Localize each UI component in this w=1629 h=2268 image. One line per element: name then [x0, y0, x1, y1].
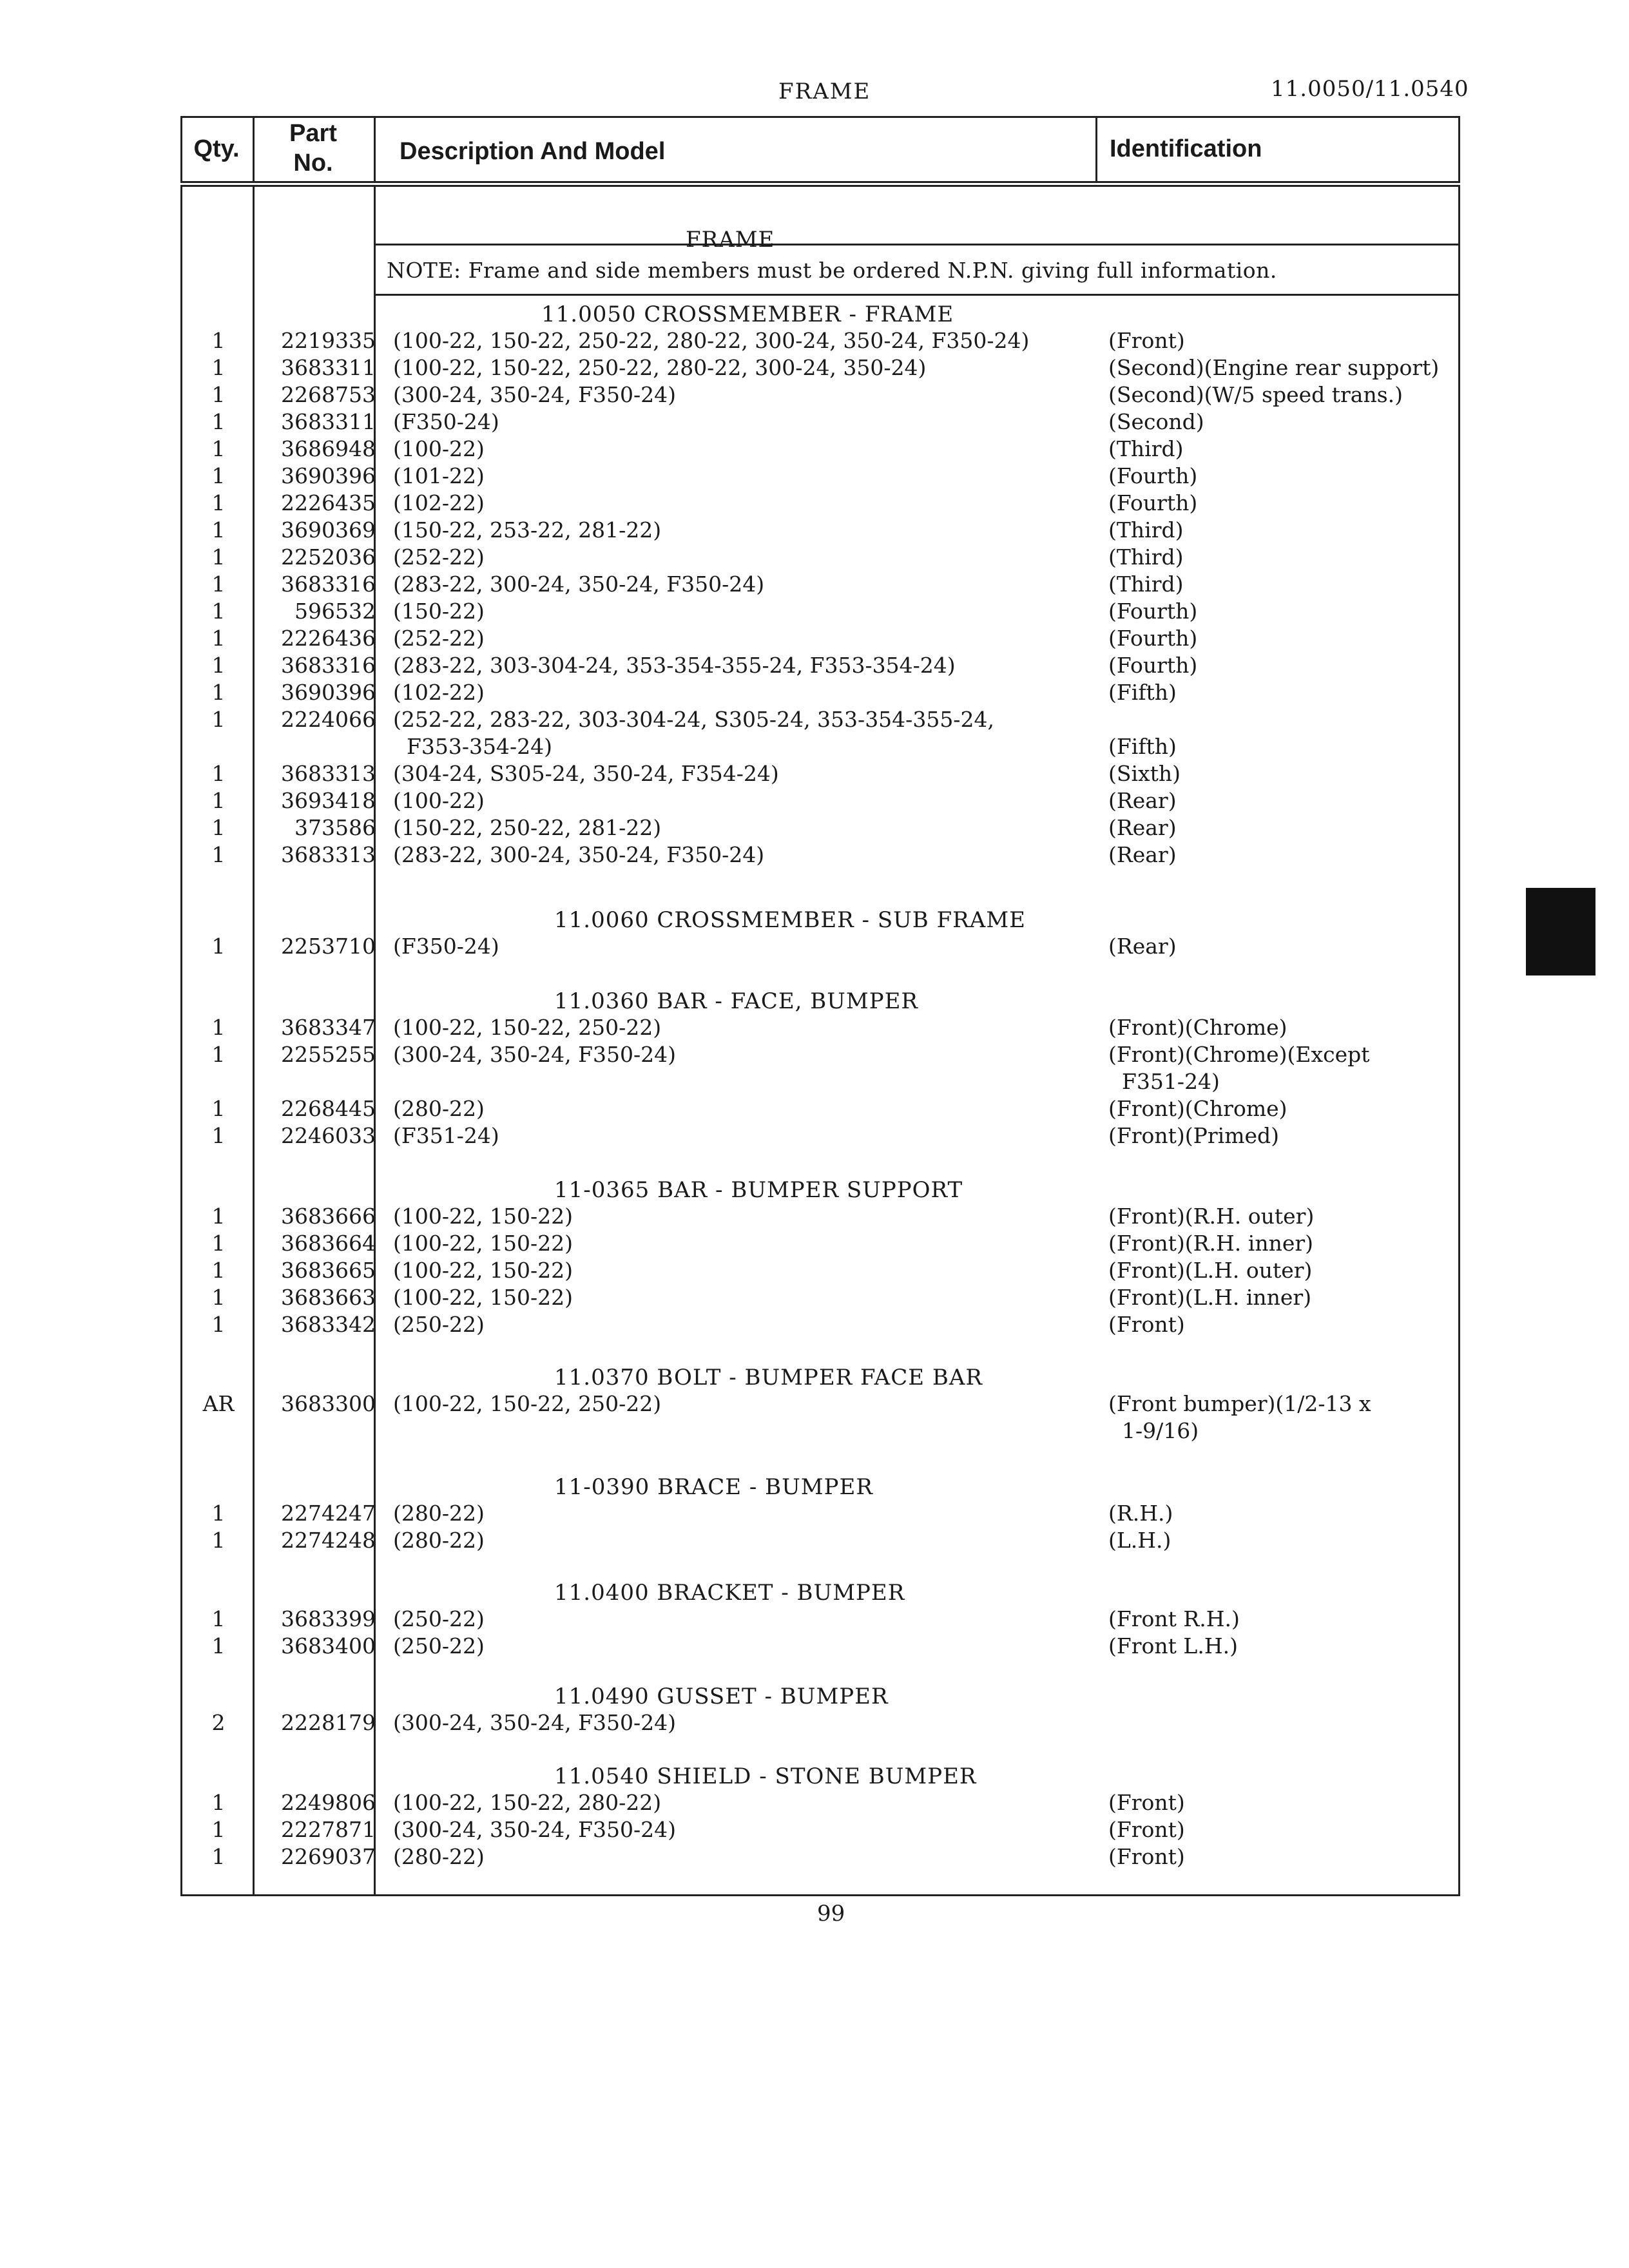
- column-header-part-line2: No.: [293, 149, 333, 177]
- description-cell: (300-24, 350-24, F350-24): [393, 1042, 676, 1067]
- qty-cell: 1: [211, 1204, 226, 1229]
- identification-cell: (Front)(R.H. outer): [1108, 1204, 1315, 1229]
- qty-cell: 1: [211, 328, 226, 353]
- qty-cell: 1: [211, 599, 226, 624]
- identification-cell: (Front): [1108, 1844, 1185, 1869]
- qty-cell: 1: [211, 1231, 226, 1256]
- section-thumb-tab: [1526, 888, 1595, 975]
- qty-cell: 1: [211, 1258, 226, 1283]
- part-number-cell: 2252036: [281, 544, 376, 570]
- table-row: [180, 571, 1460, 598]
- qty-cell: 1: [211, 409, 226, 434]
- part-number-cell: 373586: [294, 815, 376, 840]
- identification-cell: (Rear): [1108, 842, 1177, 867]
- identification-cell: (Front)(Chrome): [1108, 1015, 1287, 1040]
- qty-cell: 1: [211, 355, 226, 380]
- description-cell: (250-22): [393, 1312, 485, 1337]
- table-row: [180, 1418, 1460, 1445]
- qty-cell: 1: [211, 1817, 226, 1842]
- qty-cell: 1: [211, 436, 226, 461]
- description-cell: (280-22): [393, 1096, 485, 1121]
- description-cell: (300-24, 350-24, F350-24): [393, 1710, 676, 1735]
- qty-cell: AR: [202, 1391, 235, 1416]
- header-underline: [180, 185, 1460, 187]
- qty-cell: 1: [211, 1285, 226, 1310]
- part-number-cell: 3683347: [281, 1015, 376, 1040]
- table-row: [180, 1843, 1460, 1870]
- page-number: 99: [817, 1901, 845, 1927]
- table-row: [180, 1230, 1460, 1257]
- description-cell: F353-354-24): [393, 734, 553, 759]
- col-divider: [1095, 116, 1097, 183]
- part-number-cell: 2219335: [281, 328, 376, 353]
- table-row: [180, 1257, 1460, 1284]
- parts-table: [180, 116, 1460, 1896]
- description-cell: (F350-24): [393, 934, 499, 959]
- identification-cell: (Front): [1108, 1790, 1185, 1815]
- qty-cell: 1: [211, 761, 226, 786]
- part-number-cell: 2227871: [281, 1817, 376, 1842]
- description-cell: (283-22, 303-304-24, 353-354-355-24, F353-354-24): [393, 653, 956, 678]
- description-cell: (300-24, 350-24, F350-24): [393, 1817, 676, 1842]
- description-cell: (F350-24): [393, 409, 499, 434]
- identification-cell: (L.H.): [1108, 1528, 1171, 1553]
- section-title: 11-0365 BAR - BUMPER SUPPORT: [554, 1177, 963, 1203]
- identification-cell: (Front): [1108, 1817, 1185, 1842]
- frame-heading-rule: [374, 244, 1460, 245]
- table-row: [180, 490, 1460, 517]
- section-title: 11.0490 GUSSET - BUMPER: [554, 1684, 889, 1709]
- section-title: 11.0060 CROSSMEMBER - SUB FRAME: [554, 907, 1026, 933]
- qty-cell: 1: [211, 1528, 226, 1553]
- identification-cell: (Third): [1108, 572, 1184, 597]
- column-header-part-line1: Part: [289, 120, 337, 147]
- description-cell: (252-22, 283-22, 303-304-24, S305-24, 353-354-355-24,: [393, 707, 994, 732]
- table-row: [180, 544, 1460, 571]
- column-header-identification: Identification: [1110, 135, 1262, 162]
- table-row: [180, 1014, 1460, 1041]
- identification-cell: (Third): [1108, 436, 1184, 461]
- qty-cell: 1: [211, 653, 226, 678]
- part-number-cell: 3683666: [281, 1204, 376, 1229]
- part-number-cell: 3690396: [281, 680, 376, 705]
- table-row: [180, 1709, 1460, 1736]
- identification-cell: (Fifth): [1108, 734, 1177, 759]
- description-cell: (100-22, 150-22, 250-22, 280-22, 300-24, 350-24): [393, 355, 927, 380]
- qty-cell: 1: [211, 680, 226, 705]
- table-row: [180, 1390, 1460, 1418]
- qty-cell: 1: [211, 934, 226, 959]
- part-number-cell: 3683316: [281, 572, 376, 597]
- table-row: [180, 517, 1460, 544]
- page-header-reference: 11.0050/11.0540: [1271, 76, 1469, 102]
- identification-cell: (Rear): [1108, 788, 1177, 813]
- description-cell: (250-22): [393, 1606, 485, 1631]
- description-cell: (283-22, 300-24, 350-24, F350-24): [393, 842, 765, 867]
- qty-cell: 1: [211, 626, 226, 651]
- identification-cell: (Second): [1108, 409, 1204, 434]
- part-number-cell: 2249806: [281, 1790, 376, 1815]
- qty-cell: 1: [211, 1844, 226, 1869]
- identification-cell: (Rear): [1108, 934, 1177, 959]
- identification-cell: (Front)(Chrome): [1108, 1096, 1287, 1121]
- identification-cell: (Sixth): [1108, 761, 1181, 786]
- identification-cell: (Rear): [1108, 815, 1177, 840]
- qty-cell: 1: [211, 1042, 226, 1067]
- part-number-cell: 2268445: [281, 1096, 376, 1121]
- part-number-cell: 3683311: [281, 409, 376, 434]
- table-row: [180, 1500, 1460, 1527]
- identification-cell: 1-9/16): [1108, 1418, 1199, 1443]
- qty-cell: 1: [211, 544, 226, 570]
- identification-cell: (Second)(Engine rear support): [1108, 355, 1440, 380]
- table-row: [180, 1816, 1460, 1843]
- table-row: [180, 1284, 1460, 1311]
- description-cell: (280-22): [393, 1528, 485, 1553]
- part-number-cell: 3683399: [281, 1606, 376, 1631]
- column-header-description: Description And Model: [400, 138, 666, 165]
- table-row: [180, 1068, 1460, 1095]
- identification-cell: (Front): [1108, 328, 1185, 353]
- table-row: [180, 760, 1460, 787]
- description-cell: (102-22): [393, 680, 485, 705]
- part-number-cell: 2246033: [281, 1123, 376, 1148]
- qty-cell: 1: [211, 707, 226, 732]
- identification-cell: (Front)(L.H. inner): [1108, 1285, 1312, 1310]
- description-cell: (283-22, 300-24, 350-24, F350-24): [393, 572, 765, 597]
- section-title: 11.0370 BOLT - BUMPER FACE BAR: [554, 1365, 983, 1390]
- qty-cell: 1: [211, 1312, 226, 1337]
- identification-cell: (Front): [1108, 1312, 1185, 1337]
- part-number-cell: 2253710: [281, 934, 376, 959]
- table-row: [180, 1203, 1460, 1230]
- note-rule: [374, 294, 1460, 296]
- description-cell: (101-22): [393, 463, 485, 488]
- description-cell: (100-22): [393, 436, 485, 461]
- qty-cell: 1: [211, 815, 226, 840]
- col-divider: [374, 116, 376, 183]
- description-cell: (100-22, 150-22): [393, 1204, 573, 1229]
- part-number-cell: 2255255: [281, 1042, 376, 1067]
- description-cell: (252-22): [393, 544, 485, 570]
- description-cell: (100-22, 150-22): [393, 1258, 573, 1283]
- table-row: [180, 679, 1460, 706]
- qty-cell: 1: [211, 490, 226, 515]
- description-cell: (100-22, 150-22): [393, 1231, 573, 1256]
- description-cell: (304-24, S305-24, 350-24, F354-24): [393, 761, 779, 786]
- identification-cell: (Front)(L.H. outer): [1108, 1258, 1313, 1283]
- identification-cell: (Third): [1108, 517, 1184, 543]
- qty-cell: 1: [211, 842, 226, 867]
- description-cell: (150-22): [393, 599, 485, 624]
- part-number-cell: 3683300: [281, 1391, 376, 1416]
- qty-cell: 1: [211, 788, 226, 813]
- part-number-cell: 3683311: [281, 355, 376, 380]
- identification-cell: (Fourth): [1108, 626, 1198, 651]
- description-cell: (250-22): [393, 1633, 485, 1658]
- frame-heading: FRAME: [686, 227, 775, 253]
- qty-cell: 1: [211, 463, 226, 488]
- description-cell: (F351-24): [393, 1123, 499, 1148]
- identification-cell: (Fifth): [1108, 680, 1177, 705]
- part-number-cell: 3683665: [281, 1258, 376, 1283]
- table-row: [180, 652, 1460, 679]
- part-number-cell: 2228179: [281, 1710, 376, 1735]
- qty-cell: 1: [211, 382, 226, 407]
- identification-cell: (Front L.H.): [1108, 1633, 1238, 1658]
- identification-cell: (R.H.): [1108, 1501, 1173, 1526]
- description-cell: (280-22): [393, 1501, 485, 1526]
- identification-cell: (Fourth): [1108, 599, 1198, 624]
- description-cell: (100-22, 150-22, 250-22): [393, 1015, 662, 1040]
- description-cell: (150-22, 253-22, 281-22): [393, 517, 662, 543]
- part-number-cell: 2268753: [281, 382, 376, 407]
- part-number-cell: 3683664: [281, 1231, 376, 1256]
- table-row: [180, 1311, 1460, 1338]
- part-number-cell: 3690369: [281, 517, 376, 543]
- description-cell: (100-22, 150-22, 280-22): [393, 1790, 662, 1815]
- note-text: NOTE: Frame and side members must be ordered N.P.N. giving full information.: [387, 258, 1277, 283]
- section-title: 11-0390 BRACE - BUMPER: [554, 1474, 873, 1500]
- qty-cell: 1: [211, 1015, 226, 1040]
- part-number-cell: 3683313: [281, 842, 376, 867]
- description-cell: (100-22, 150-22, 250-22, 280-22, 300-24, 350-24, F350-24): [393, 328, 1030, 353]
- section-title: 11.0400 BRACKET - BUMPER: [554, 1580, 905, 1606]
- identification-cell: (Fourth): [1108, 463, 1198, 488]
- identification-cell: (Fourth): [1108, 653, 1198, 678]
- description-cell: (102-22): [393, 490, 485, 515]
- description-cell: (150-22, 250-22, 281-22): [393, 815, 662, 840]
- identification-cell: (Fourth): [1108, 490, 1198, 515]
- description-cell: (100-22, 150-22, 250-22): [393, 1391, 662, 1416]
- description-cell: (100-22): [393, 788, 485, 813]
- table-row: [180, 1633, 1460, 1660]
- section-title: 11.0540 SHIELD - STONE BUMPER: [554, 1763, 977, 1789]
- identification-cell: F351-24): [1108, 1069, 1220, 1094]
- identification-cell: (Front)(Chrome)(Except: [1108, 1042, 1370, 1067]
- table-row: [180, 1095, 1460, 1122]
- part-number-cell: 2224066: [281, 707, 376, 732]
- table-row: [180, 1527, 1460, 1554]
- page-header-title: FRAME: [778, 79, 871, 104]
- part-number-cell: 2269037: [281, 1844, 376, 1869]
- qty-cell: 1: [211, 1096, 226, 1121]
- column-header-qty: Qty.: [193, 135, 240, 162]
- table-row: [180, 436, 1460, 463]
- identification-cell: (Front)(Primed): [1108, 1123, 1280, 1148]
- table-row: [180, 598, 1460, 625]
- qty-cell: 1: [211, 1501, 226, 1526]
- identification-cell: (Third): [1108, 544, 1184, 570]
- identification-cell: (Front bumper)(1/2-13 x: [1108, 1391, 1371, 1416]
- table-row: [180, 841, 1460, 869]
- description-cell: (100-22, 150-22): [393, 1285, 573, 1310]
- table-row: [180, 814, 1460, 841]
- identification-cell: (Front)(R.H. inner): [1108, 1231, 1314, 1256]
- table-row: [180, 733, 1460, 760]
- part-number-cell: 3683313: [281, 761, 376, 786]
- table-row: [180, 706, 1460, 733]
- section-title: 11.0360 BAR - FACE, BUMPER: [554, 988, 919, 1014]
- description-cell: (280-22): [393, 1844, 485, 1869]
- table-row: [180, 1606, 1460, 1633]
- part-number-cell: 3690396: [281, 463, 376, 488]
- table-row: [180, 625, 1460, 652]
- part-number-cell: 2226436: [281, 626, 376, 651]
- table-row: [180, 381, 1460, 408]
- qty-cell: 2: [211, 1710, 226, 1735]
- table-row: [180, 787, 1460, 814]
- table-row: [180, 1789, 1460, 1816]
- part-number-cell: 3686948: [281, 436, 376, 461]
- part-number-cell: 2274248: [281, 1528, 376, 1553]
- qty-cell: 1: [211, 1123, 226, 1148]
- part-number-cell: 2226435: [281, 490, 376, 515]
- table-row: [180, 408, 1460, 436]
- part-number-cell: 3683400: [281, 1633, 376, 1658]
- identification-cell: (Second)(W/5 speed trans.): [1108, 382, 1403, 407]
- part-number-cell: 3683316: [281, 653, 376, 678]
- identification-cell: (Front R.H.): [1108, 1606, 1240, 1631]
- part-number-cell: 3683663: [281, 1285, 376, 1310]
- part-number-cell: 2274247: [281, 1501, 376, 1526]
- description-cell: (300-24, 350-24, F350-24): [393, 382, 676, 407]
- part-number-cell: 596532: [294, 599, 376, 624]
- part-number-cell: 3683342: [281, 1312, 376, 1337]
- qty-cell: 1: [211, 517, 226, 543]
- part-number-cell: 3693418: [281, 788, 376, 813]
- table-row: [180, 1041, 1460, 1068]
- qty-cell: 1: [211, 1606, 226, 1631]
- qty-cell: 1: [211, 1633, 226, 1658]
- table-row: [180, 463, 1460, 490]
- section-title: 11.0050 CROSSMEMBER - FRAME: [541, 302, 954, 327]
- table-row: [180, 327, 1460, 354]
- table-row: [180, 933, 1460, 960]
- table-row: [180, 354, 1460, 381]
- description-cell: (252-22): [393, 626, 485, 651]
- table-row: [180, 1122, 1460, 1149]
- qty-cell: 1: [211, 572, 226, 597]
- qty-cell: 1: [211, 1790, 226, 1815]
